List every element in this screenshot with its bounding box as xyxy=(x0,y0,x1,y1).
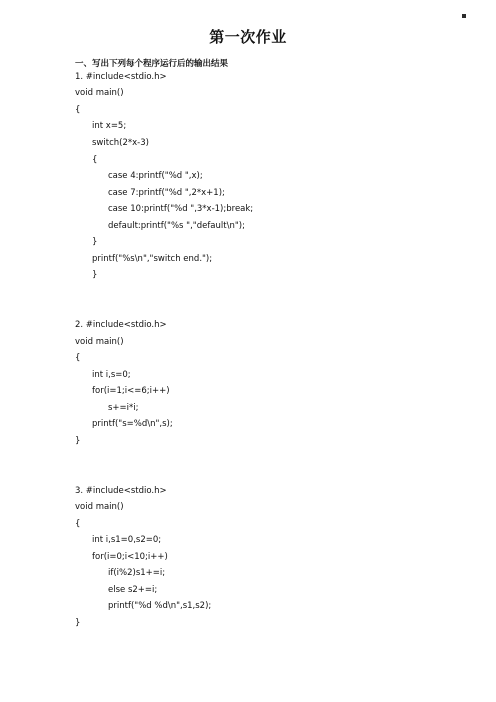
code-line: else s2+=i; xyxy=(108,585,158,595)
code-line: { xyxy=(92,155,98,165)
corner-mark xyxy=(462,14,466,18)
code-line: int i,s1=0,s2=0; xyxy=(92,535,162,545)
code-line: case 4:printf("%d ",x); xyxy=(108,171,203,181)
code-line: printf("%s\n","switch end."); xyxy=(92,254,213,264)
code-line: void main() xyxy=(75,337,124,347)
code-line: { xyxy=(75,105,81,115)
code-line: } xyxy=(92,270,98,280)
code-line: { xyxy=(75,519,81,529)
code-line: int i,s=0; xyxy=(92,370,131,380)
code-line: 3. #include<stdio.h> xyxy=(75,486,167,496)
code-line: switch(2*x-3) xyxy=(92,138,149,148)
code-line: int x=5; xyxy=(92,121,127,131)
code-line: } xyxy=(75,618,81,628)
code-line: 2. #include<stdio.h> xyxy=(75,320,167,330)
code-line: for(i=0;i<10;i++) xyxy=(92,552,168,562)
code-line: printf("%d %d\n",s1,s2); xyxy=(108,601,212,611)
code-line: } xyxy=(92,237,98,247)
code-line: for(i=1;i<=6;i++) xyxy=(92,386,170,396)
code-line: case 7:printf("%d ",2*x+1); xyxy=(108,188,225,198)
code-line: { xyxy=(75,353,81,363)
code-line: void main() xyxy=(75,502,124,512)
code-line: } xyxy=(75,436,81,446)
section-heading: 一、写出下列每个程序运行后的输出结果 xyxy=(75,59,229,69)
code-line: 1. #include<stdio.h> xyxy=(75,72,167,82)
page-title: 第一次作业 xyxy=(209,28,287,46)
code-line: if(i%2)s1+=i; xyxy=(108,568,166,578)
code-line: s+=i*i; xyxy=(108,403,139,413)
code-line: case 10:printf("%d ",3*x-1);break; xyxy=(108,204,254,214)
code-line: printf("s=%d\n",s); xyxy=(92,419,173,429)
code-line: void main() xyxy=(75,88,124,98)
code-line: default:printf("%s ","default\n"); xyxy=(108,221,245,231)
